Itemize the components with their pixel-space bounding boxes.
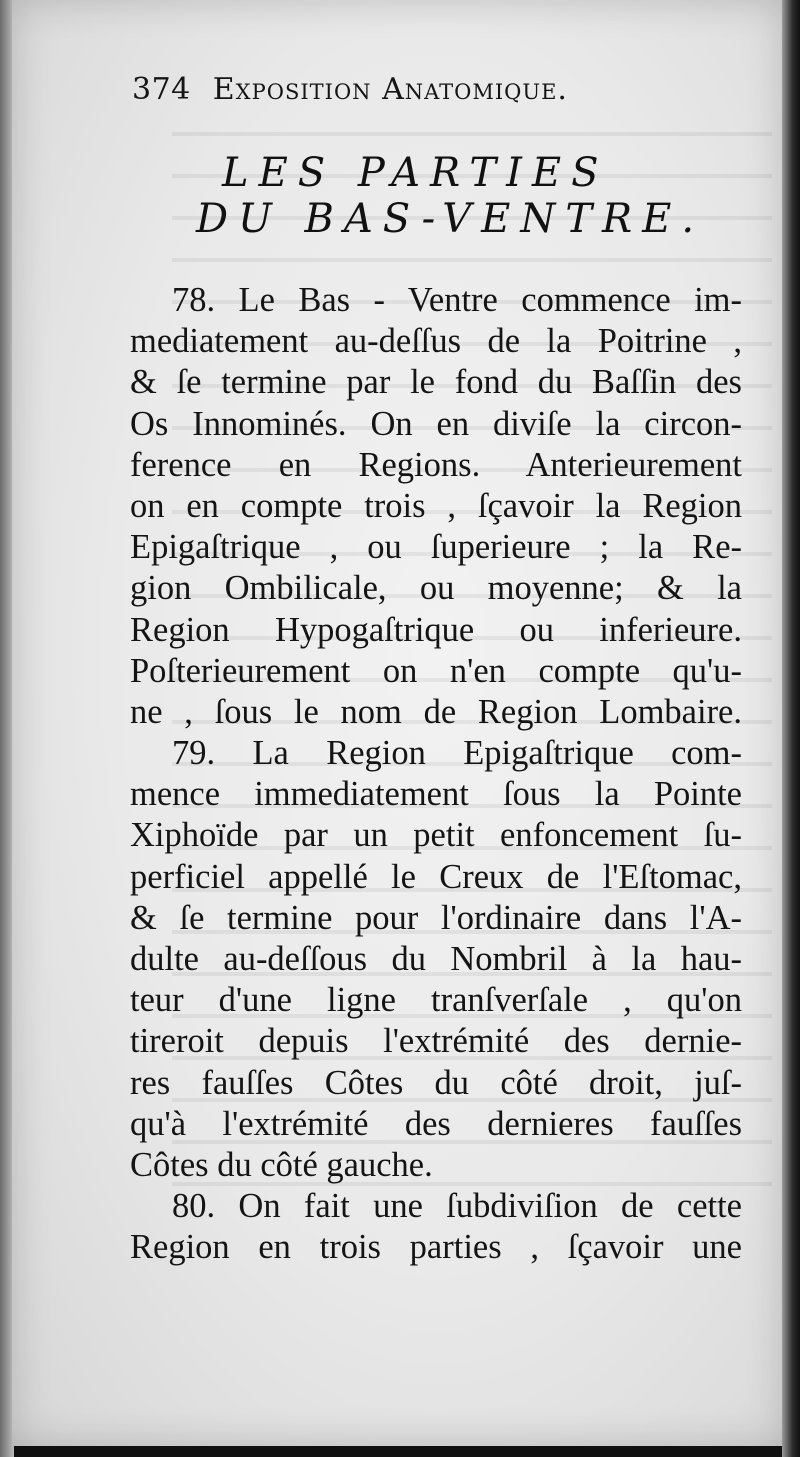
text-line: ne , ſous le nom de Region Lombaire.: [130, 692, 742, 731]
section-title-line-1: LES PARTIES: [222, 150, 609, 196]
running-title: Exposition Anatomique.: [212, 72, 568, 107]
text-line: & ſe termine par le fond du Baſſin des: [130, 363, 742, 402]
running-head: [132, 72, 692, 107]
text-line: ference en Regions. Anterieurement: [130, 445, 742, 484]
text-line: Xiphoïde par un petit enfoncement ſu-: [130, 816, 742, 855]
text-line: Region Hypogaſtrique ou inferieure.: [130, 610, 742, 649]
page-right-edge: [782, 0, 800, 1457]
text-line: res fauſſes Côtes du côté droit, juſ-: [130, 1063, 742, 1102]
text-line: tireroit depuis l'extrémité des dernie-: [130, 1022, 742, 1061]
text-line: Os Innominés. On en diviſe la circon-: [130, 404, 742, 443]
text-line: teur d'une ligne tranſverſale , qu'on: [130, 981, 742, 1020]
text-line: Côtes du côté gauche.: [130, 1145, 433, 1184]
text-line: mence immediatement ſous la Pointe: [130, 775, 742, 814]
body-text: [130, 280, 742, 1269]
text-line: Poſterieurement on n'en compte qu'u-: [130, 651, 742, 690]
text-line: gion Ombilicale, ou moyenne; & la: [130, 569, 742, 608]
text-line: perficiel appellé le Creux de l'Eſtomac,: [130, 857, 742, 896]
text-line: Epigaſtrique , ou ſuperieure ; la Re-: [130, 528, 742, 567]
page-number: 374: [132, 72, 191, 107]
text-line: 80. On fait une ſubdiviſion de cette: [172, 1187, 742, 1226]
text-line: dulte au-deſſous du Nombril à la hau-: [130, 940, 742, 978]
text-line: qu'à l'extrémité des dernieres fauſſes: [130, 1104, 742, 1143]
text-line: & ſe termine pour l'ordinaire dans l'A-: [130, 898, 742, 937]
text-line: on en compte trois , ſçavoir la Region: [130, 486, 742, 525]
text-line: 78. Le Bas - Ventre commence im-: [172, 281, 742, 319]
section-title-line-2: DU BAS-VENTRE.: [196, 196, 705, 242]
text-line: mediatement au-deſſus de la Poitrine ,: [130, 322, 742, 361]
text-line: Region en trois parties , ſçavoir une: [130, 1228, 742, 1267]
text-line: 79. La Region Epigaſtrique com-: [172, 734, 742, 773]
